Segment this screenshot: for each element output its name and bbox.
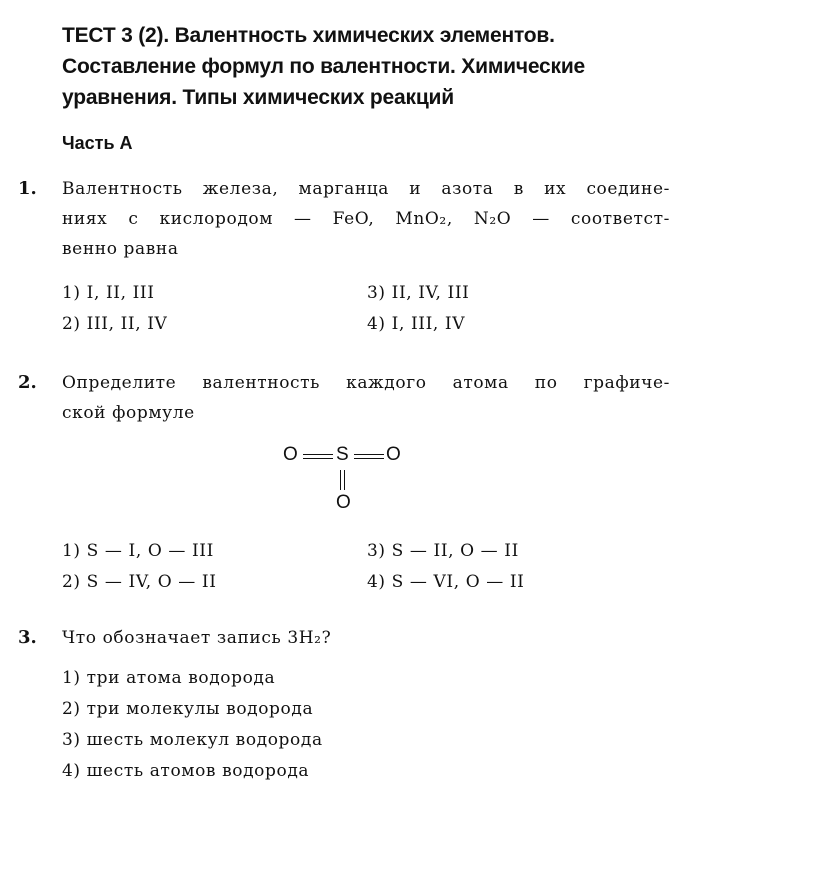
question-3-number: 3.	[18, 627, 37, 648]
test-title	[62, 20, 762, 113]
formula-atom-right: O	[386, 444, 401, 465]
title-line-1: ТЕСТ 3 (2). Валентность химических элементов.	[62, 24, 555, 47]
question-2-option-4[interactable]: 4) S — VI, O — II	[367, 572, 525, 592]
question-3-line-1: Что обозначает запись 3H₂?	[62, 628, 332, 648]
question-1-line-2: ниях с кислородом — FeO, MnO₂, N₂O — соответст-	[62, 209, 670, 229]
part-heading: Часть А	[62, 133, 133, 153]
question-1-number: 1.	[18, 178, 37, 199]
structural-formula	[283, 440, 403, 520]
question-2-option-2[interactable]: 2) S — IV, O — II	[62, 572, 217, 592]
double-bond-left	[303, 454, 333, 459]
question-1-option-1[interactable]: 1) I, II, III	[62, 283, 155, 303]
title-line-3: уравнения. Типы химических реакций	[62, 86, 454, 109]
question-2-line-1: Определите валентность каждого атома по графиче-	[62, 373, 670, 393]
question-1-line-3: венно равна	[62, 239, 179, 259]
formula-atom-left: O	[283, 444, 298, 465]
title-line-2: Составление формул по валентности. Химические	[62, 55, 586, 78]
question-3-option-4[interactable]: 4) шесть атомов водорода	[62, 761, 310, 781]
question-3-option-3[interactable]: 3) шесть молекул водорода	[62, 730, 323, 750]
question-2-text	[62, 368, 670, 428]
question-3-text	[62, 623, 670, 653]
question-1-text	[62, 174, 670, 264]
question-2-line-2: ской формуле	[62, 403, 195, 423]
double-bond-bottom	[340, 470, 345, 490]
question-3-option-2[interactable]: 2) три молекулы водорода	[62, 699, 314, 719]
question-1-line-1: Валентность железа, марганца и азота в их соедине-	[62, 179, 670, 199]
question-2-option-1[interactable]: 1) S — I, O — III	[62, 541, 214, 561]
question-1-option-2[interactable]: 2) III, II, IV	[62, 314, 168, 334]
question-2-option-3[interactable]: 3) S — II, O — II	[367, 541, 519, 561]
question-1-option-3[interactable]: 3) II, IV, III	[367, 283, 470, 303]
question-1-option-4[interactable]: 4) I, III, IV	[367, 314, 466, 334]
formula-atom-center: S	[336, 444, 349, 465]
question-3-option-1[interactable]: 1) три атома водорода	[62, 668, 276, 688]
formula-atom-bottom: O	[336, 492, 351, 513]
question-2-number: 2.	[18, 372, 37, 393]
double-bond-right	[354, 454, 384, 459]
